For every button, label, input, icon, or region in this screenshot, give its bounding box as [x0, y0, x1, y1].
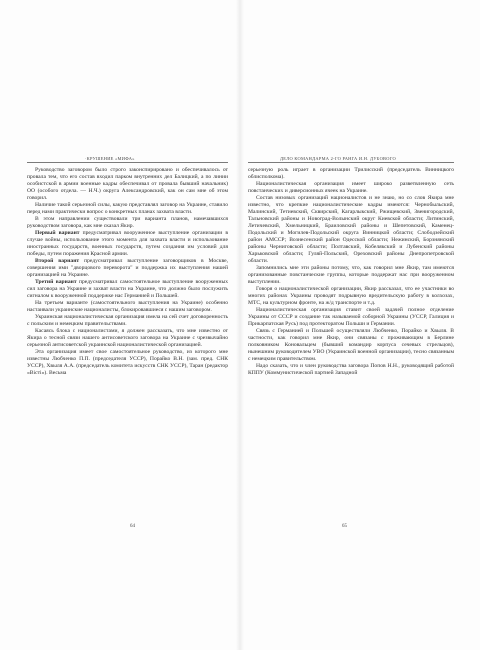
left-page-number: 64 [130, 524, 135, 529]
paragraph-text: предусматривал выступление заговорщиков в Москве, совершения ими "дворцового переворота" и поддержка их выступления нашей организацией на Украине. [27, 258, 228, 278]
paragraph-text: предусматривал самостоятельное выступление вооруженных сил заговора на Украине и захват власти на Украине, что должно было послужить сигналом к вооруженной поддержке нас Германией и Польшей. [27, 279, 229, 299]
right-paragraph [248, 265, 454, 286]
left-paragraph [27, 258, 228, 279]
left-paragraph [27, 328, 228, 349]
left-paragraph [27, 202, 228, 216]
left-paragraph [27, 167, 228, 202]
right-paragraph [248, 328, 454, 363]
paragraph-text: В этом направлении существовали три варианта планов, намечавшихся руководством заговора, как мне сказал Якир. [27, 216, 228, 229]
right-paragraph [248, 167, 454, 181]
paragraph-text: предусматривал вооруженное выступление организации в случае войны, использование этого момента для захвата власти и использование иностранных государств, военных государств, путем создания им условий для победы, путем поражения Красной армии. [27, 230, 229, 257]
paragraph-text: Касаясь блока с националистами, я должен рассказать, что мне известно от Якира о тесной связи нашего антисоветского заговора на Украине с чрезвычайно серьезной антисоветской украинской националистической организацией. [27, 328, 228, 348]
paragraph-text: Надо сказать, что и член руководства заговора Попов Н.Н., руководящий работой КППУ (Коммунистической партией Западной [248, 363, 454, 376]
left-header-rule [27, 162, 228, 163]
left-paragraph [27, 300, 228, 314]
paragraph-text: Наличие такой серьезной силы, какую представлял заговор на Украине, ставило перед нами практически вопрос о конкретных планах захвата власти. [27, 202, 228, 215]
right-body-text [248, 167, 454, 377]
paragraph-text: Говоря о националистической организации, Якир рассказал, что ее участники во многих районах Украины проводят подрывную вредительскую работу в колхозах, МТС, на культурном фронте, на ж/д транспорте и т.д. [248, 286, 454, 306]
right-page-number: 65 [342, 524, 347, 529]
right-running-head: ДЕЛО КОМАНДАРМА 2-ГО РАНГА И.Н. ДУБОВОГО [280, 156, 396, 161]
paragraph-text: Националистическая организация ставит своей задачей полное отделение Украины от СССР и создание так называемой соборной Украины (УССР, Галиция и Прикарпатская Русь) под протекторатом Польши и Германии. [248, 307, 454, 327]
left-paragraph [27, 349, 228, 377]
paragraph-text: Националистическая организация имеет широко разветвленную сеть повстанческих и диверсионных ячеек на Украине. [248, 181, 454, 194]
right-header-rule [248, 162, 454, 163]
right-page [240, 0, 480, 650]
variant-lead: Третий вариант [35, 279, 77, 285]
right-paragraph [248, 363, 454, 377]
paragraph-text: На третьем варианте (самостоятельного выступления на Украине) особенно настаивали украинские националисты, блокировавшиеся с нашим заговором. [27, 300, 228, 313]
right-paragraph [248, 195, 454, 265]
paragraph-text: Связь с Германией и Польшей осуществляли Любченко, Порайко и Хвыля. В частности, как говорил мне Якир, они связаны с проживающим в Берлине полковником Коновальцем (бывший командир корпуса сечевых стрельцов), нынешним руководителем УВО (Украинской военной организации), тесно связанным с немецким правительством. [248, 328, 454, 362]
left-paragraph [27, 216, 228, 230]
left-running-head: ·КРУШЕНИЕ «МИФА» [85, 156, 135, 161]
paragraph-text: Состав низовых организаций националистов и не знаю, но со слов Якира мне известно, что крепкие националистические кадры имеются: Чернобыльский, Малинский, Тетиевский, Сквирский, Кагарлыкский, Ржищевский, Звенигородский, Тальновский районы и Новоград-Волынский округ Киевской области; Литинский, Летичевский, Хмельницкий, Браиловский районы и Шепетовский, Каменец-Подольский и Могилев-Подольский округа Винницкой области; Слободзейский район АМССР; Вознесенский район Одесской области; Нежинский, Борзнянский районы Черниговской области; Полтавский, Кобелякский и Лубенский районы Харьковской области; Гуляй-Польский, Ореховский районы Днепропетровской области. [248, 195, 454, 264]
variant-lead: Второй вариант [35, 258, 80, 264]
variant-lead: Первый вариант [35, 230, 80, 236]
right-paragraph [248, 181, 454, 195]
paragraph-text: Запомнились мне эти районы потому, что, как говорил мне Якир, там имеются организованные повстанческие группы, которые поддержат нас при вооруженном выступлении. [248, 265, 454, 285]
paragraph-text: Руководство заговором было строго законспирировано и обеспечивалось от провала тем, что его состав входил парком внутренних дел Балицкий, а по линии особистской в армии военные кадры обеспечивал от провала бывший начальник) ОО (особого отдела. — Н.Ч.) округа Александровский, как он сам мне об этом говорил. [27, 167, 228, 201]
paragraph-text: серьезную роль играет в организации Трилисский (председатель Винницкого облисполкома). [248, 167, 454, 180]
left-paragraph [27, 279, 228, 300]
paragraph-text: Эта организация имеет свое самостоятельное руководство, из которого мне известны Любченко П.П. (председателя УССР), Порайко В.Н. (зам. пред. СНК УССР), Хвыля А.А. (председатель комитета искусств СНК УССР), Таран (редактор «Вісті»). Весьма [27, 349, 228, 376]
right-paragraph [248, 286, 454, 307]
left-paragraph [27, 230, 228, 258]
left-paragraph [27, 314, 228, 328]
right-paragraph [248, 307, 454, 328]
left-body-text [27, 167, 228, 377]
paragraph-text: Украинская националистическая организация имела на сей счет договоренность с польским и немецким правительствами. [27, 314, 228, 327]
